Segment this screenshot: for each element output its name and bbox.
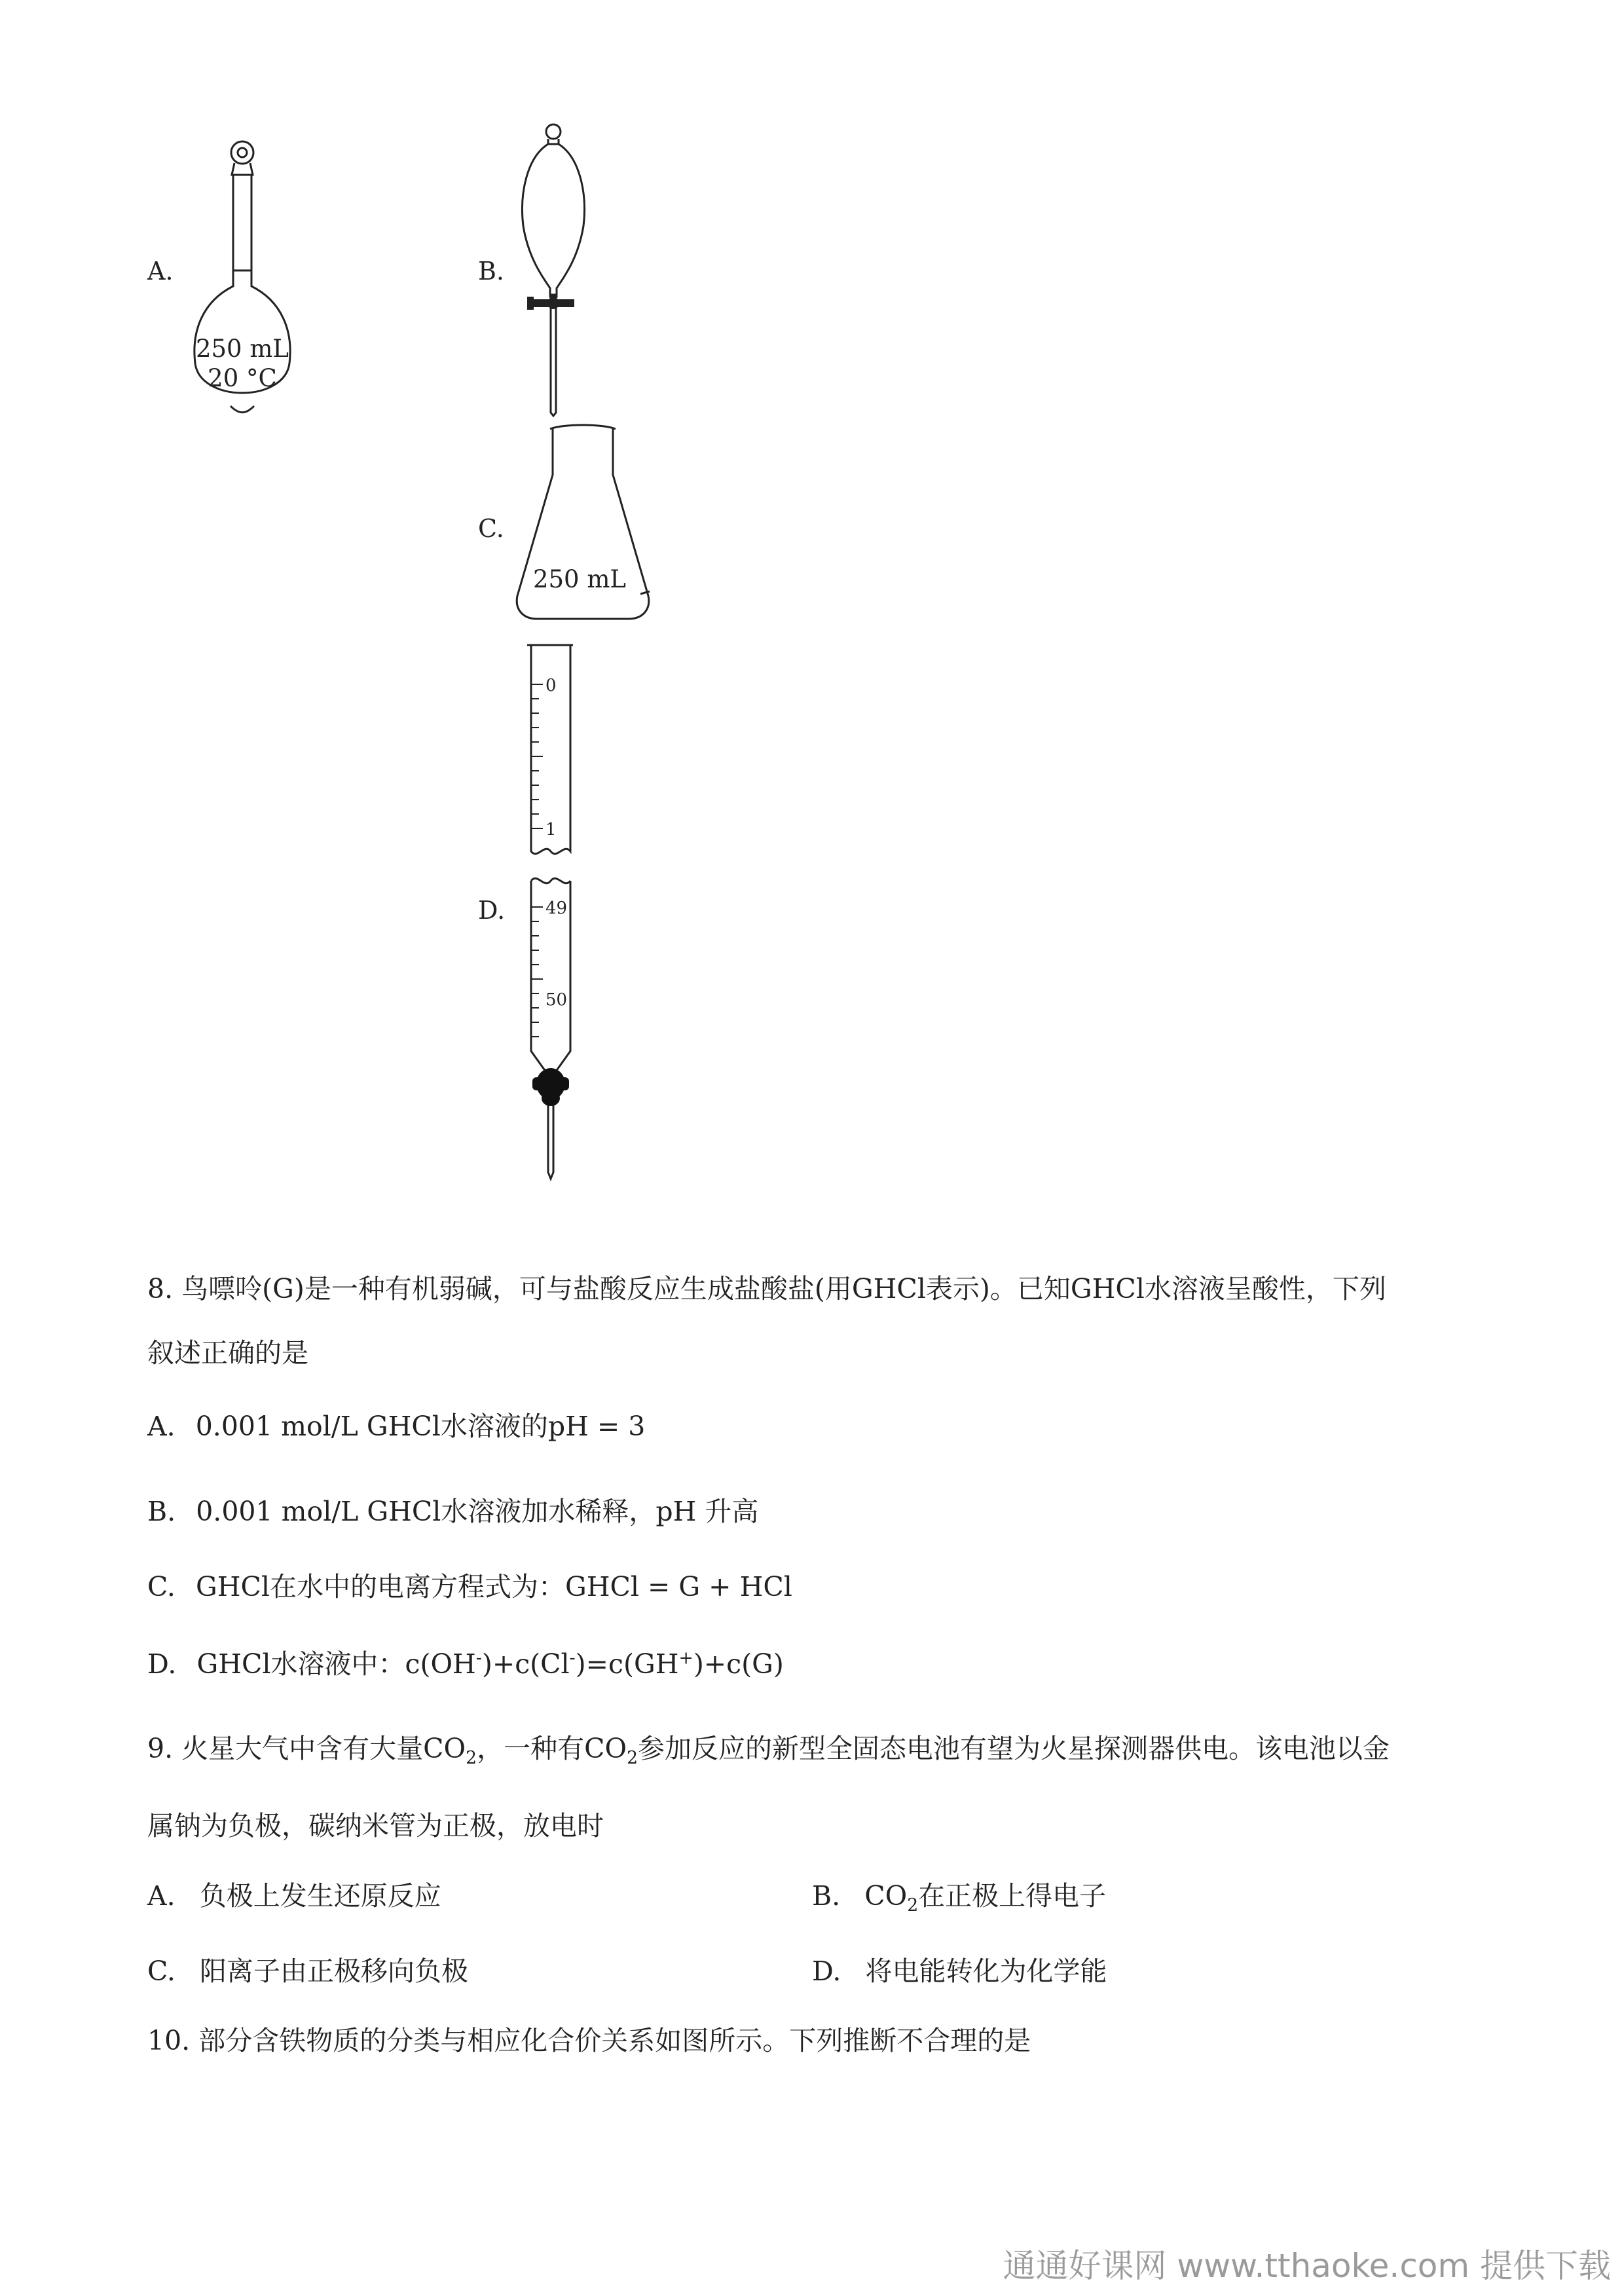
q9-option-c <box>147 1950 468 1988</box>
option-a-label: A. <box>147 257 174 286</box>
q9-option-c-text: 阳离子由正极移向负极 <box>200 1955 468 1987</box>
q9-option-c-label: C. <box>147 1955 175 1987</box>
q8-option-b <box>147 1490 758 1528</box>
option-d-label: D. <box>478 896 506 925</box>
flask-temperature-label: 20 °C <box>208 364 277 392</box>
option-b-label: B. <box>478 257 505 286</box>
q8-option-a-text: 0.001 mol/L GHCl水溶液的pH = 3 <box>195 1411 646 1442</box>
q8-option-d <box>147 1642 784 1681</box>
q9-option-d <box>812 1950 1107 1988</box>
q9-option-a <box>147 1874 441 1913</box>
q9-option-b <box>812 1874 1106 1916</box>
q9-option-b-text: $CO_2$在正极上得电子 <box>864 1880 1107 1916</box>
footer-watermark: 通通好课网 www.tthaoke.com 提供下载 <box>1003 2247 1611 2285</box>
burette-mark-0: 0 <box>545 676 557 695</box>
q8-option-b-text: 0.001 mol/L GHCl水溶液加水稀释，pH 升高 <box>196 1496 759 1527</box>
option-c-label: C. <box>478 514 504 543</box>
q8-option-d-label: D. <box>147 1648 177 1680</box>
conical-flask-illustration <box>511 422 655 632</box>
q8-option-c <box>147 1565 792 1604</box>
q9-option-d-label: D. <box>812 1955 841 1987</box>
flask-volume-label: 250 mL <box>195 335 289 363</box>
q9-stem-line1: 9. 火星大气中含有大量$CO_2$，一种有$CO_2$参加反应的新型全固态电池有望为火星探测器供电。该电池以金 <box>147 1733 1390 1769</box>
q8-option-b-label: B. <box>147 1496 176 1527</box>
q8-option-a-label: A. <box>147 1411 175 1442</box>
q9-stem-line2: 属钠为负极，碳纳米管为正极，放电时 <box>147 1810 604 1842</box>
q10-stem: 10. 部分含铁物质的分类与相应化合价关系如图所示。下列推断不合理的是 <box>147 2025 1031 2056</box>
q9-option-a-text: 负极上发生还原反应 <box>199 1880 441 1912</box>
conical-flask-volume-label: 250 mL <box>532 565 627 593</box>
q9-option-b-label: B. <box>812 1880 841 1912</box>
q9-option-d-text: 将电能转化为化学能 <box>865 1955 1107 1987</box>
separatory-funnel-illustration <box>514 121 619 422</box>
q8-stem-line1: 8. 鸟嘌呤(G)是一种有机弱碱，可与盐酸反应生成盐酸盐(用GHCl表示)。已知GHCl水溶液呈酸性，下列 <box>147 1273 1386 1305</box>
q8-option-c-text: GHCl在水中的电离方程式为：GHCl = G + HCl <box>196 1571 792 1602</box>
q8-stem-line2: 叙述正确的是 <box>147 1337 308 1369</box>
q8-option-a <box>147 1405 645 1443</box>
q8-option-c-label: C. <box>147 1571 175 1602</box>
burette-illustration <box>507 639 612 1189</box>
volumetric-flask-illustration <box>177 134 327 426</box>
q8-option-d-text: GHCl水溶液中：c(OH-)+c(Cl-)=c(GH+)+c(G) <box>196 1648 784 1680</box>
burette-mark-50: 50 <box>545 990 568 1010</box>
burette-mark-1: 1 <box>545 820 557 840</box>
q9-option-a-label: A. <box>147 1880 175 1912</box>
burette-mark-49: 49 <box>545 898 568 918</box>
